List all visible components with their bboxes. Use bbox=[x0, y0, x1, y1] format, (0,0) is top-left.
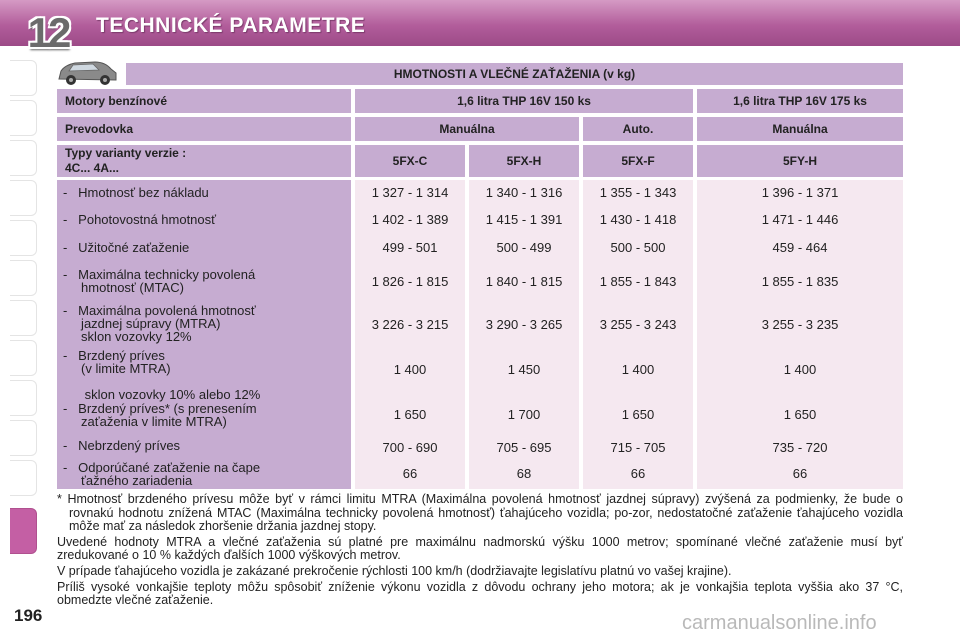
gearbox-label: Prevodovka bbox=[57, 117, 351, 141]
row-value: 1 400 bbox=[393, 362, 427, 377]
row-value: 1 402 - 1 389 bbox=[371, 212, 449, 227]
row-value: 715 - 705 bbox=[610, 440, 666, 455]
chapter-tab bbox=[10, 220, 37, 256]
row-value: 1 650 bbox=[621, 407, 655, 422]
chapter-number: 12 bbox=[27, 9, 69, 56]
row-value: 1 840 - 1 815 bbox=[485, 274, 563, 289]
row-label: - Hmotnosť bez nákladu bbox=[63, 185, 209, 200]
row-value: 3 255 - 3 243 bbox=[599, 317, 677, 332]
page-number: 196 bbox=[14, 606, 43, 625]
chapter-tab bbox=[10, 140, 37, 176]
row-value: 735 - 720 bbox=[772, 440, 828, 455]
row-value: 700 - 690 bbox=[382, 440, 438, 455]
row-value: 1 650 bbox=[393, 407, 427, 422]
row-value: 66 bbox=[630, 466, 646, 481]
mass-table bbox=[57, 180, 903, 489]
row-value: 3 255 - 3 235 bbox=[761, 317, 839, 332]
page-header bbox=[0, 0, 960, 56]
row-value: 705 - 695 bbox=[496, 440, 552, 455]
row-label: - Odporúčané zaťaženie na čape ťažného zariadenia bbox=[63, 460, 261, 488]
notes bbox=[57, 493, 903, 610]
row-value: 1 355 - 1 343 bbox=[599, 185, 677, 200]
row-value: 1 471 - 1 446 bbox=[761, 212, 839, 227]
row-value: 1 430 - 1 418 bbox=[599, 212, 677, 227]
chapter-tab bbox=[10, 300, 37, 336]
row-value: 1 650 bbox=[783, 407, 817, 422]
row-value: 1 396 - 1 371 bbox=[761, 185, 839, 200]
row-value: 3 226 - 3 215 bbox=[371, 317, 449, 332]
row-value: 1 855 - 1 835 bbox=[761, 274, 839, 289]
chapter-tab bbox=[10, 340, 37, 376]
car-icon bbox=[55, 57, 119, 89]
row-value: 1 855 - 1 843 bbox=[599, 274, 677, 289]
chapter-tab bbox=[10, 420, 37, 456]
engines-row bbox=[57, 89, 903, 113]
row-label: - Brzdený príves* (s prenesením zaťaženia v limite MTRA) bbox=[63, 401, 257, 429]
row-value: 459 - 464 bbox=[772, 240, 828, 255]
note: Uvedené hodnoty MTRA a vlečné zaťaženia sú platné pre maximálnu nadmorskú výšku 1000 metrov; spomínané vlečné zaťaženie musí byť zredukované o 10 % každých ďalších 1000 výškových metrov. bbox=[57, 534, 903, 563]
engine-150: 1,6 litra THP 16V 150 ks bbox=[355, 89, 693, 113]
row-value: 1 400 bbox=[621, 362, 655, 377]
row-value: 3 290 - 3 265 bbox=[485, 317, 563, 332]
page-title: TECHNICKÉ PARAMETRE bbox=[96, 14, 366, 37]
row-label: - Užitočné zaťaženie bbox=[63, 240, 190, 255]
variants-row bbox=[57, 145, 903, 177]
row-value: 1 450 bbox=[507, 362, 541, 377]
chapter-tab bbox=[10, 260, 37, 296]
chapter-tab bbox=[10, 380, 37, 416]
row-value: 500 - 499 bbox=[496, 240, 552, 255]
watermark: carmanualsonline.info bbox=[682, 612, 877, 634]
row-value: 1 340 - 1 316 bbox=[485, 185, 563, 200]
section-title: HMOTNOSTI A VLEČNÉ ZAŤAŽENIA (v kg) bbox=[126, 63, 903, 85]
gearbox-1: Manuálna bbox=[355, 117, 579, 141]
chapter-tab bbox=[10, 460, 37, 496]
chapter-tab-active bbox=[10, 508, 37, 554]
chapter-tab bbox=[10, 100, 37, 136]
chapter-tabs bbox=[0, 46, 40, 566]
chapter-tab bbox=[10, 180, 37, 216]
footnote: * Hmotnosť brzdeného prívesu môže byť v rámci limitu MTRA (Maximálna povolená hmotnosť jazdnej súpravy) zvýšená za podmienky, že bude o rovnakú hodnotu znížená MTAC (Maximálna technicky povolená hmotnosť) ťahajúceho vozidla; po-zor, nedostatočné zaťaženie ťahajúceho vozidla môže mať za následok zhoršenie držania jazdnej stopy. bbox=[57, 492, 903, 534]
row-value: 68 bbox=[516, 466, 532, 481]
variant-4: 5FY-H bbox=[697, 145, 903, 177]
row-value: 499 - 501 bbox=[382, 240, 438, 255]
row-label: - Pohotovostná hmotnosť bbox=[63, 212, 217, 227]
row-value: 1 700 bbox=[507, 407, 541, 422]
row-label: - Maximálna povolená hmotnosť jazdnej súpravy (MTRA) sklon vozovky 12% bbox=[63, 303, 256, 344]
variants-label: Typy varianty verzie : 4C... 4A... bbox=[57, 145, 351, 177]
row-value: 66 bbox=[402, 466, 418, 481]
gearbox-row bbox=[57, 117, 903, 141]
row-value: 500 - 500 bbox=[610, 240, 666, 255]
row-label: - Brzdený príves (v limite MTRA) sklon vozovky 10% alebo 12% bbox=[63, 348, 261, 402]
row-value: 66 bbox=[792, 466, 808, 481]
row-label: - Maximálna technicky povolená hmotnosť (MTAC) bbox=[63, 267, 256, 295]
row-value: 1 415 - 1 391 bbox=[485, 212, 563, 227]
row-label: - Nebrzdený príves bbox=[63, 438, 181, 453]
row-value: 1 327 - 1 314 bbox=[371, 185, 449, 200]
note: Príliš vysoké vonkajšie teploty môžu spôsobiť zníženie výkonu vozidla z dôvodu ochrany jeho motora; ak je vonkajšia teplota vyššia ako 37 °C, obmedzte vlečné zaťaženie. bbox=[57, 579, 903, 608]
variant-2: 5FX-H bbox=[469, 145, 579, 177]
variant-1: 5FX-C bbox=[355, 145, 465, 177]
row-value: 1 400 bbox=[783, 362, 817, 377]
engine-175: 1,6 litra THP 16V 175 ks bbox=[697, 89, 903, 113]
gearbox-2: Auto. bbox=[583, 117, 693, 141]
variant-3: 5FX-F bbox=[583, 145, 693, 177]
gearbox-3: Manuálna bbox=[697, 117, 903, 141]
chapter-tab bbox=[10, 60, 37, 96]
row-value: 1 826 - 1 815 bbox=[371, 274, 449, 289]
note: V prípade ťahajúceho vozidla je zakázané prekročenie rýchlosti 100 km/h (dodržiavajte legislatívu platnú vo vašej krajine). bbox=[57, 563, 732, 578]
engines-label: Motory benzínové bbox=[57, 89, 351, 113]
